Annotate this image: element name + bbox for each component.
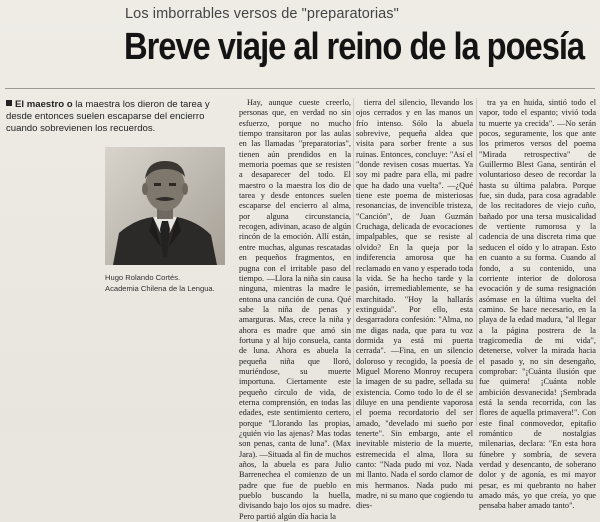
- portrait-image: [105, 147, 225, 265]
- article-lead: [6, 99, 238, 136]
- column-divider: [476, 98, 477, 426]
- column-1-text: Hay, aunque cueste creerlo, personas que, en verdad no sin esfuerzo, porque no mucho tiempo transitaron por las aulas en las llamadas "preparatorias", tienen aún prendidos en la memoria poemas que se resisten a desaparecer del todo. El maestro o la maestra los dio de tarea y desde entonces suelen escaparse del encierro al alma, por alguna circunstancia, recogen, adivinan, acaso de algún rincón de la emoción. Allí están, entre muchas, algunas rescatadas en pequeños fragmentos, en pugna con el irritable paso del tiempo. —Llora la niña sin causa ninguna, mientras la madre le entona una canción de cuna. Qué sabe la niña de penas y amarguras. Mas, crece la niña y ahora es madre que amó sin fortuna y al hijo consuela, canta de luna. Ahora es abuela la pequeña niña que lloró, muriéndose, su muerte importuna. Ciertamente este pequeño círculo de vida, de eterna comprensión, en todas las edades, este sentimiento certero, porque "Llorando las propias, ¿quién vio las ajenas? Mas todas son penas, canta de luna". (Max Jara). —Situada al fin de muchos años, la abuela es para Julio Barrenechea el comienzo de un padre que fue de pueblo en pueblo buscando la huella, divisando bajo los ojos su madre. Pero partió algún día hacia la: [239, 98, 351, 521]
- column-3-text: tra ya en huida, sintió todo el vapor, todo el espanto; vivió toda tu muerte ya crecida". —No serán pocos, seguramente, los que ante los primeros versos del poema "Mirada retrospectiva" de Guillermo Blest Gana, sentirán el voluntarioso deseo de recordar la hasta su última palabra. Porque fue, sin duda, para cosa agradable de los recitadores de viejo cuño, bañado por una tersa musicalidad de vertiente rumorosa y la cadencia de una discreta rima que seducen el oído y lo atrapan. Esto en cuanto a su forma. Cuando al fondo, a su contenido, una corriente interior de dolorosa evocación y de suma resignación asómase en la última vuelta del camino. Se hace necesario, en la playa de la edad madura, "al llegar a la página postrera de la tragicomedia de mi vida", detenerse, volver la mirada hacia el pasado y, no sin desengaño, comprobar: "¡Cuánta ilusión que fue quimera! ¡Cuánta noble ambición desvanecida! ¡Sembrada está la senda recorrida, con las flores de aquella primavera!". Con este final conmovedor, epitafio romántico de nostalgias milenarias, declara: "En esta hora fúnebre y sombría, de severa verdad y desencanto, de soberano dolor y de agonía, es mi mayor pesar, es mi quebranto no haber amado más, yo que creía, yo que pensaba haber amado tanto".: [479, 98, 596, 511]
- article-column-1: [239, 98, 351, 521]
- lead-bold: El maestro o: [15, 99, 73, 110]
- caption-name: Hugo Rolando Cortés.: [105, 273, 181, 282]
- divider: [5, 88, 595, 89]
- article-kicker: Los imborrables versos de "preparatorias": [125, 6, 399, 22]
- lead-text: la maestra los dieron de tarea y desde entonces suelen escaparse del encierro cuando sobrevienen los recuerdos.: [6, 99, 210, 135]
- article-headline: Breve viaje al reino de la poesía: [124, 26, 585, 68]
- column-divider: [353, 98, 354, 426]
- author-photo: [105, 147, 225, 265]
- article-column-3: [479, 98, 596, 511]
- caption-role: Academia Chilena de la Lengua.: [105, 284, 215, 293]
- bullet-square-icon: [6, 100, 12, 106]
- article-column-2: [356, 98, 473, 511]
- column-2-text: tierra del silencio, llevando los ojos cerrados y en las manos un frío intenso. Sólo la abuela sobrevive, pequeña aldea que visita para sorber frente a sus ruinas. Entonces, concluye: "Así el "donde revisen cosas muertas. Ya soy mi padre para ella, mi padre que ha dado una vuelta". —¿Qué tiene este poema de misteriosas resonancias, de invencible tristeza, "Canción", de Juan Guzmán Cruchaga, delicada de evocaciones impalpables, que se resiste al olvido? En la queja por la indiferencia amorosa que ha reclamado en vano y esperado toda la vida. Se ha hecho tarde y la pasión, irremediablemente, se ha marchitado. "Hoy la hallarás extinguida". Por ello, esta desgarradora confesión: "Alma, no me digas nada, que para tu voz dormida ya está mi puerta cerrada". —Fina, en un silencio doloroso y recogido, la poesía de Miguel Moreno Monroy recupera la imagen de su padre, sellada su existencia. Como todo lo de él se diluye en una pendiente vaporosa el poema recordatorio del ser amado, "develado mi sueño por tenerte". Sin embargo, ante el inevitable misterio de la muerte, estremecida el alma, llora su canto: "Nada pudo mi voz. Nada mi llanto. Nada el sordo clamor de mis hermanos. Nada pudo mi madre, ni su mano que cogiendo tu dies-: [356, 98, 473, 511]
- photo-caption: [105, 272, 235, 294]
